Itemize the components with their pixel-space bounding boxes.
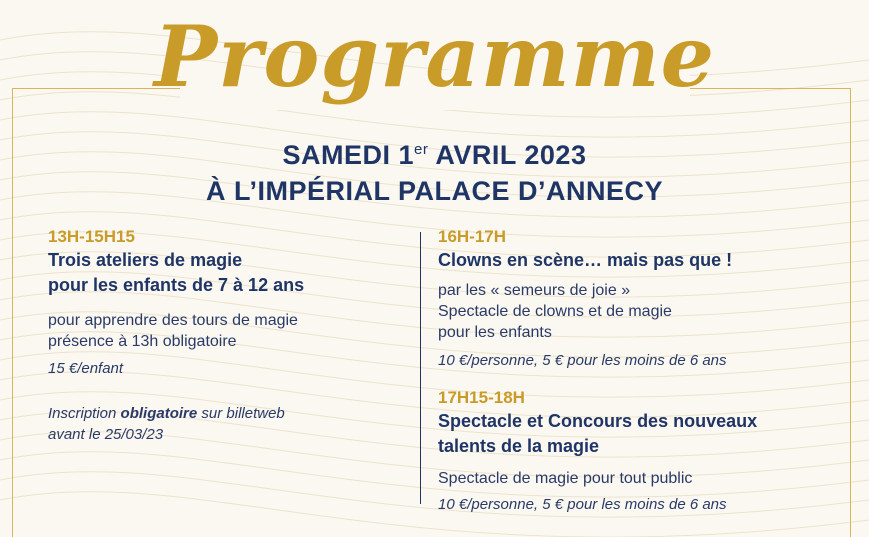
- inscription-post: sur billetweb: [197, 405, 285, 422]
- right-event2-title-line-2: talents de la magie: [438, 436, 600, 456]
- right-event2-title-line-1: Spectacle et Concours des nouveaux: [438, 411, 758, 431]
- right-event1-desc-line-2: Spectacle de clowns et de magie: [438, 303, 672, 320]
- right-event1-price: 10 €/personne, 5 € pour les moins de 6 ans: [438, 352, 727, 369]
- column-divider: [420, 232, 421, 504]
- inscription-pre: Inscription: [48, 405, 121, 422]
- left-event-desc-line-1: pour apprendre des tours de magie: [48, 312, 298, 329]
- inscription-bold: obligatoire: [120, 405, 198, 422]
- right-event1-desc-line-1: par les « semeurs de joie »: [438, 282, 631, 299]
- left-event-price: 15 €/enfant: [48, 360, 124, 377]
- date-ordinal: er: [414, 141, 429, 158]
- right-event2-price: 10 €/personne, 5 € pour les moins de 6 ans: [438, 496, 727, 513]
- left-event-time: 13H-15H15: [48, 227, 135, 246]
- right-event1-desc-line-3: pour les enfants: [438, 324, 552, 341]
- left-event-desc-line-2: présence à 13h obligatoire: [48, 333, 237, 350]
- date-day: SAMEDI 1: [282, 140, 415, 170]
- venue-heading: À L’IMPÉRIAL PALACE D’ANNECY: [205, 176, 664, 206]
- left-event-title-line-1: Trois ateliers de magie: [48, 250, 243, 270]
- inscription-note-line-1: [48, 405, 285, 422]
- right-event1-time: 16H-17H: [438, 227, 507, 246]
- date-heading: [0, 140, 869, 171]
- right-event2-time: 17H15-18H: [438, 388, 525, 407]
- date-month-year: AVRIL 2023: [428, 140, 587, 170]
- inscription-note-line-2: avant le 25/03/23: [48, 426, 164, 443]
- right-event1-title: Clowns en scène… mais pas que !: [438, 250, 733, 270]
- left-event-title-line-2: pour les enfants de 7 à 12 ans: [48, 275, 305, 295]
- right-event2-desc: Spectacle de magie pour tout public: [438, 470, 693, 487]
- page-title: Programme: [153, 7, 716, 106]
